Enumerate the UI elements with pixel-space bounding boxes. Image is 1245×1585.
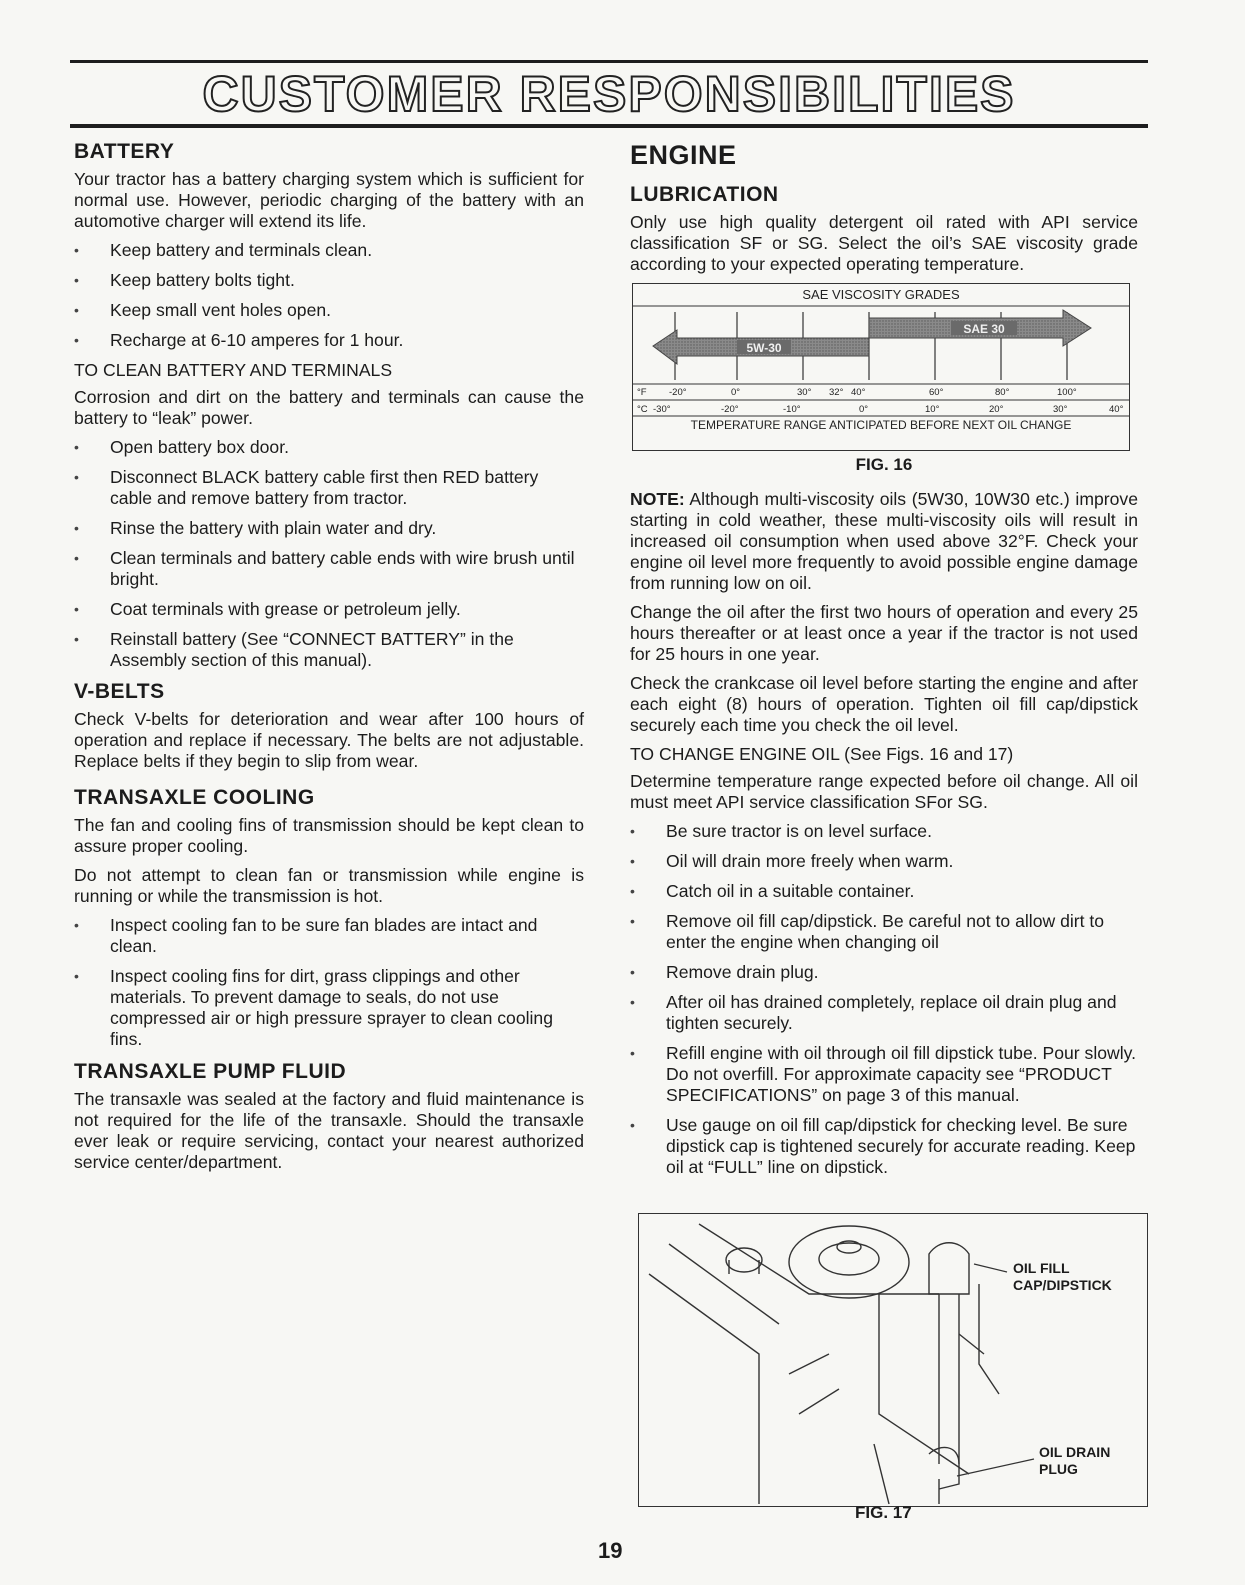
left-column: [74, 140, 584, 1181]
oil-drain-leader-line: [957, 1459, 1034, 1476]
determine-temperature-paragraph: Determine temperature range expected before oil change. All oil must meet API service classification SFor SG.: [630, 771, 1138, 812]
f-tick: 0°: [731, 387, 741, 398]
change-engine-oil-heading: TO CHANGE ENGINE OIL (See Figs. 16 and 17): [630, 744, 1014, 764]
oil-fill-callout: [1013, 1260, 1112, 1294]
battery-intro: Your tractor has a battery charging system which is sufficient for normal use. However, periodic charging of the battery with an automotive charger will extend its life.: [74, 169, 584, 231]
list-item: • Reinstall battery (See “CONNECT BATTERY” in the Assembly section of this manual).: [74, 629, 584, 671]
note-text: Although multi-viscosity oils (5W30, 10W30 etc.) improve starting in cold weather, these multi-viscosity oils will result in increased oil consumption when used above 32°F. Check your engine oil level more frequently to avoid possible engine damage from running low on oil.: [630, 489, 1138, 593]
cooling-paragraph-1: The fan and cooling fins of transmission should be kept clean to assure proper cooling.: [74, 815, 584, 856]
oil-drain-label-line1: OIL DRAIN: [1039, 1444, 1111, 1460]
list-item: • Keep small vent holes open.: [74, 300, 584, 321]
page-number: 19: [598, 1538, 623, 1563]
list-item: • Be sure tractor is on level surface.: [630, 821, 1138, 842]
lubrication-heading: LUBRICATION: [630, 183, 779, 206]
list-item: • Oil will drain more freely when warm.: [630, 851, 1138, 872]
fig17-caption: FIG. 17: [855, 1503, 912, 1522]
f-tick: 60°: [929, 387, 944, 398]
transaxle-pump-fluid-heading: TRANSAXLE PUMP FLUID: [74, 1060, 347, 1083]
chart-header: SAE VISCOSITY GRADES: [802, 287, 960, 302]
c-tick: -10°: [783, 404, 801, 415]
check-oil-paragraph: Check the crankcase oil level before starting the engine and after each eight (8) hours of operation. Tighten oil fill cap/dipstick securely each time you check the oil level.: [630, 673, 1138, 735]
oil-fill-leader-line: [974, 1264, 1007, 1272]
transaxle-cooling-heading: TRANSAXLE COOLING: [74, 786, 315, 809]
title-underline: [70, 124, 1148, 128]
note-paragraph: [630, 489, 1138, 594]
list-item: • Catch oil in a suitable container.: [630, 881, 1138, 902]
list-item: • Inspect cooling fins for dirt, grass clippings and other materials. To prevent damage to seals, do not use compressed air or high pressure sprayer to clean cooling fins.: [74, 966, 584, 1050]
c-tick: 20°: [989, 404, 1004, 415]
lubrication-text: Only use high quality detergent oil rated with API service classification SF or SG. Select the oil’s SAE viscosity grade according to your expected operating temperature.: [630, 212, 1138, 274]
list-item: • Rinse the battery with plain water and dry.: [74, 518, 584, 539]
battery-bullets: [74, 240, 584, 351]
battery-heading: BATTERY: [74, 140, 175, 163]
change-oil-bullets: [630, 821, 1138, 1178]
list-item: • Disconnect BLACK battery cable first then RED battery cable and remove battery from tractor.: [74, 467, 584, 509]
pump-fluid-text: The transaxle was sealed at the factory and fluid maintenance is not required for the life of the transaxle. Should the transaxle ever leak or require servicing, contact your nearest authorized service center/department.: [74, 1089, 584, 1172]
list-item: • Use gauge on oil fill cap/dipstick for checking level. Be sure dipstick cap is tightened securely for accurate reading. Keep oil at “FULL” line on dipstick.: [630, 1115, 1138, 1178]
viscosity-chart-graphic: [633, 284, 1129, 450]
oil-fill-label-line1: OIL FILL: [1013, 1260, 1070, 1276]
clean-battery-intro: Corrosion and dirt on the battery and terminals can cause the battery to “leak” power.: [74, 387, 584, 428]
oil-drain-label-line2: PLUG: [1039, 1461, 1078, 1477]
c-tick: 30°: [1053, 404, 1068, 415]
fahrenheit-scale: [637, 387, 1077, 398]
right-column: [630, 140, 1138, 1187]
c-tick: 10°: [925, 404, 940, 415]
f-tick: 100°: [1057, 387, 1077, 398]
f-tick: 40°: [851, 387, 866, 398]
list-item: • Keep battery and terminals clean.: [74, 240, 584, 261]
cooling-bullets: [74, 915, 584, 1050]
c-tick: 0°: [859, 404, 869, 415]
f-tick: -20°: [669, 387, 687, 398]
list-item: • Open battery box door.: [74, 437, 584, 458]
f-tick: 80°: [995, 387, 1010, 398]
f-unit: °F: [637, 387, 647, 398]
list-item: • Remove oil fill cap/dipstick. Be careful not to allow dirt to enter the engine when changing oil: [630, 911, 1138, 953]
page-title: CUSTOMER RESPONSIBILITIES: [202, 66, 1016, 122]
c-tick: -20°: [721, 404, 739, 415]
change-oil-paragraph: Change the oil after the first two hours of operation and every 25 hours thereafter or at least once a year if the tractor is not used for 25 hours in one year.: [630, 602, 1138, 664]
clean-battery-heading: TO CLEAN BATTERY AND TERMINALS: [74, 360, 393, 380]
oil-drain-callout: [1039, 1444, 1110, 1478]
engine-heading: ENGINE: [630, 140, 737, 170]
c-unit: °C: [637, 404, 648, 415]
list-item: • Coat terminals with grease or petroleum jelly.: [74, 599, 584, 620]
top-rule: [70, 60, 1148, 63]
list-item: • Clean terminals and battery cable ends with wire brush until bright.: [74, 548, 584, 590]
engine-oil-illustration: [638, 1213, 1148, 1507]
note-label: NOTE:: [630, 489, 685, 509]
list-item: • Keep battery bolts tight.: [74, 270, 584, 291]
5w30-label: 5W-30: [746, 341, 782, 355]
c-tick: 40°: [1109, 404, 1124, 415]
list-item: • Inspect cooling fan to be sure fan blades are intact and clean.: [74, 915, 584, 957]
cooling-paragraph-2: Do not attempt to clean fan or transmission while engine is running or while the transmission is hot.: [74, 865, 584, 906]
list-item: • Remove drain plug.: [630, 962, 1138, 983]
f-tick: 32°: [829, 387, 844, 398]
fig16-caption: FIG. 16: [855, 455, 913, 474]
sae-viscosity-chart: [632, 283, 1130, 451]
sae30-label: SAE 30: [963, 322, 1005, 336]
c-tick: -30°: [653, 404, 671, 415]
oil-fill-label-line2: CAP/DIPSTICK: [1013, 1277, 1112, 1293]
vbelts-heading: V-BELTS: [74, 680, 165, 703]
chart-footer: TEMPERATURE RANGE ANTICIPATED BEFORE NEXT OIL CHANGE: [690, 418, 1072, 432]
list-item: • Recharge at 6-10 amperes for 1 hour.: [74, 330, 584, 351]
list-item: • Refill engine with oil through oil fill dipstick tube. Pour slowly. Do not overfill. For approximate capacity see “PRODUCT SPECIFICATIONS” on page 3 of this manual.: [630, 1043, 1138, 1106]
clean-battery-bullets: [74, 437, 584, 671]
list-item: • After oil has drained completely, replace oil drain plug and tighten securely.: [630, 992, 1138, 1034]
vbelts-text: Check V-belts for deterioration and wear after 100 hours of operation and replace if necessary. The belts are not adjustable. Replace belts if they begin to slip from wear.: [74, 709, 584, 771]
f-tick: 30°: [797, 387, 812, 398]
celsius-scale: [637, 404, 1124, 415]
